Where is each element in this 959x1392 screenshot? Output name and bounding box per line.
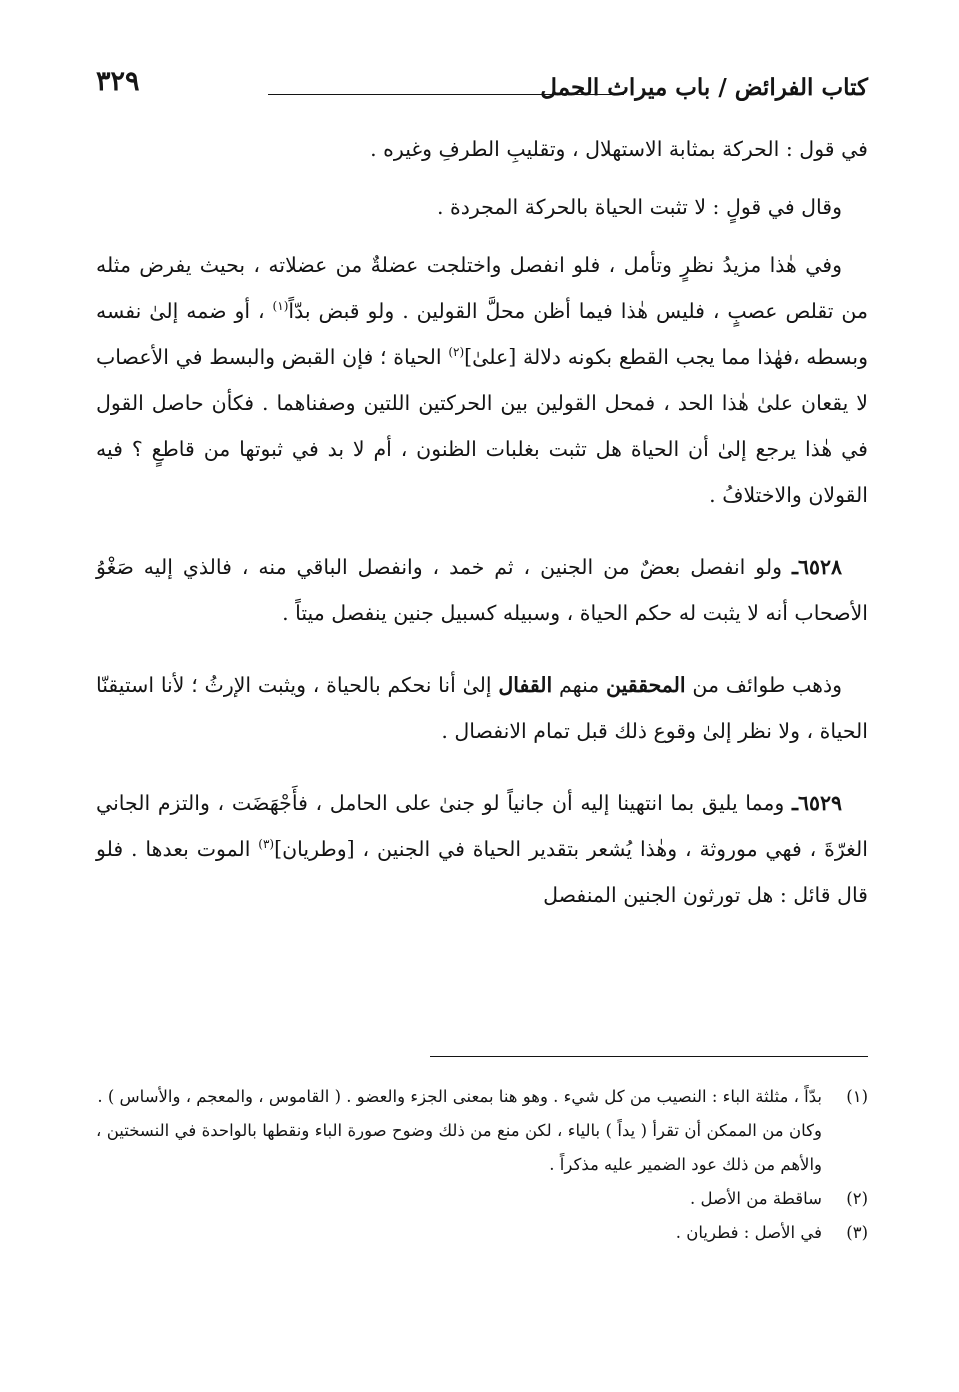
bold-name-qaffal: القفال (498, 673, 553, 697)
footnote-1 (96, 1080, 868, 1114)
footnote-ref-3: (٣) (258, 837, 275, 852)
paragraph-5-text-c: إلىٰ أنا نحكم بالحياة ، ويثبت الإرثُ ؛ لأنا استيقنّا الحياة ، ولا نظر إلىٰ وقوع ذلك قبل تمام الانفصال . (96, 673, 868, 743)
footnote-1-number: (١) (846, 1087, 868, 1106)
bold-term-muhaqqiqin: المحققين (606, 673, 686, 697)
paragraph-3-text-b: ، أو ضمه إلىٰ نفسه وبسطه ،فهٰذا مما يجب القطع بكونه دلالة [علىٰ] (96, 299, 869, 369)
footnote-3-text: في الأصل : فطريان . (675, 1223, 822, 1242)
section-number-6528: ٦٥٢٨ـ (791, 555, 842, 579)
paragraph-3 (96, 242, 868, 518)
footnote-separator (430, 1056, 868, 1057)
paragraph-3-text-c: الحياة ؛ فإن القبض والبسط في الأعصاب لا يقعان علىٰ هٰذا الحد ، فمحل القولين بين الحركتين اللتين وصفناهما . فكأن حاصل القول في هٰذا يرجع إلىٰ أن الحياة هل تثبت بغلبات الظنون ، أم لا بد في ثبوتها من قاطعٍ ؟ فيه القولان والاختلافُ . (96, 345, 868, 507)
footnote-1-continuation: وكان من الممكن أن تقرأ ( يداً ) بالياء ، لكن منع من ذلك وضوح صورة الباء ونقطها بالواحدة في النسختين ، والأهم من ذلك عود الضمير عليه مذكراً . (96, 1121, 822, 1174)
footnote-3-number: (٣) (846, 1223, 868, 1242)
paragraph-6528-text: ولو انفصل بعضٌ من الجنين ، ثم خمد ، وانفصل الباقي منه ، فالذي إليه صَغْوُ الأصحاب أنه لا يثبت له حكم الحياة ، وسبيله كسبيل جنين ينفصل ميتاً . (96, 555, 868, 625)
running-title: كتاب الفرائض / باب ميراث الحمل (540, 74, 868, 101)
paragraph-6529 (96, 780, 868, 918)
paragraph-5 (96, 662, 868, 754)
paragraph-6529-text-b: الموت بعدها . فلو قال قائل : هل تورثون الجنين المنفصل (96, 837, 868, 907)
paragraph-2: وقال في قولٍ : لا تثبت الحياة بالحركة المجردة . (436, 195, 842, 219)
page-header (96, 62, 868, 112)
paragraph-6528 (96, 544, 868, 636)
header-rule (268, 94, 624, 95)
page-number: ٣٢٩ (96, 66, 140, 97)
paragraph-5-text-a: وذهب طوائف من (685, 673, 843, 697)
footnote-ref-2: (٢) (448, 345, 465, 360)
paragraph-5-text-b: منهم (552, 673, 607, 697)
footnote-1-text: بدّاً ، مثلثة الباء : النصيب من كل شيء . وهو هنا بمعنى الجزء والعضو . ( القاموس ، والمعجم ، والأساس ) . (97, 1087, 822, 1106)
footnote-3 (96, 1216, 868, 1250)
paragraph-1: في قول : الحركة بمثابة الاستهلال ، وتقليبِ الطرفِ وغيره . (370, 137, 868, 161)
paragraph-3-text-a: وفي هٰذا مزيدُ نظرٍ وتأمل ، فلو انفصل واختلجت عضلةٌ من عضلاته ، بحيث يفرض مثله من تقلص عصبٍ ، فليس هٰذا فيما أظن محلَّ القولين . ولو قبض بدّاً (96, 253, 868, 323)
footnote-2-text: ساقطة من الأصل . (690, 1189, 822, 1208)
footnote-2-number: (٢) (846, 1189, 868, 1208)
paragraph-6529-text-a: ومما يليق بما انتهينا إليه أن جانياً لو جنىٰ على الحامل ، فأَجْهَضَت ، والتزم الجاني الغرّةَ ، فهي موروثة ، وهٰذا يُشعر بتقدير الحياة في الجنين ، [وطريان] (96, 791, 868, 861)
body-text (96, 126, 868, 918)
footnote-2 (96, 1182, 868, 1216)
section-number-6529: ٦٥٢٩ـ (791, 791, 842, 815)
footnotes (96, 1080, 868, 1250)
footnote-ref-1: (١) (272, 299, 289, 314)
